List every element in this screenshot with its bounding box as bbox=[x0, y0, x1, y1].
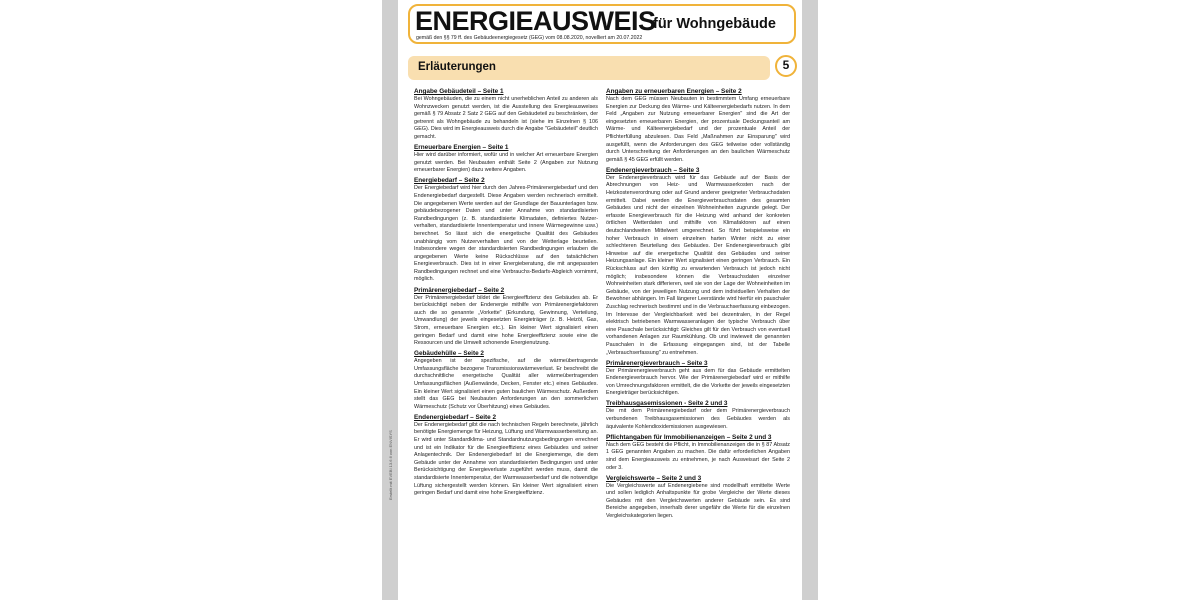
side-imprint: Erstellt mit EVEBI 13.6.6 von ENVISYS bbox=[388, 430, 393, 500]
explanation-text: Der Energiebedarf wird hier durch den Jahres-Primärenergiebedarf und den Endenergiebedarf dargestellt. Diese Angaben werden rechnerisch ermittelt. Die angegebenen Werte werden auf der Grundlage der Bauunterlagen bzw. gebäudebezogener Daten und unter Annahme von standardisierten Randbedingungen (z. B. standardisierte Klimadaten, definiertes Nutzer-verhalten, standardisierte Innentemperatur und innere Wärmegewinne usw.) berechnet. So lässt sich die energetische Qualität des Gebäudes unabhängig vom Nutzerverhalten und von der Wetterlage beurteilen. Insbesondere wegen der standardisierten Randbedingungen erlauben die angegebenen Werte keine Rückschlüsse auf den tatsächlichen Energieverbrauch. Dies ist in einer Energieberatung, die mit angepassten Randbedingungen rechnet und eine Verbrauchs-Bedarfs-Abgleich vornimmt, möglich. bbox=[414, 185, 598, 283]
document-page bbox=[388, 0, 802, 600]
right-page-border bbox=[802, 0, 818, 600]
right-column bbox=[606, 88, 790, 540]
explanation-block bbox=[606, 400, 790, 431]
explanation-heading: Endenergiebedarf – Seite 2 bbox=[414, 413, 497, 421]
explanation-heading: Gebäudehülle – Seite 2 bbox=[414, 350, 484, 358]
explanation-text: Nach dem GEG müssen Neubauten in bestimmtem Umfang erneuerbare Energien zur Deckung des Wärme- und Kälteenergiebedarfs nutzen. In dem Feld „Angaben zur Nutzung erneuerbarer Energien" sind die Art der eingesetzten erneuerbaren Energien, der prozentuale Deckungsanteil am Wärme- und Kälteenergiebedarf und der prozentuale Anteil der Pflichterfüllung abzulesen. Das Feld „Maßnahmen zur Einsparung" wird ausgefüllt, wenn die Anforderungen des GEG teilweise oder vollständig durch Unterschreitung der Anforderungen an den baulichen Wärmeschutz gemäß § 45 GEG erfüllt werden. bbox=[606, 96, 790, 163]
explanation-block bbox=[606, 167, 790, 357]
document-subtitle: für Wohngebäude bbox=[653, 16, 776, 32]
explanation-block bbox=[414, 144, 598, 175]
explanation-text: Hier wird darüber informiert, wofür und in welcher Art erneuerbare Energien genutzt werden. Bei Neubauten enthält Seite 2 (Angaben zur Nutzung erneuerbarer Energien) dazu weitere Angaben. bbox=[414, 152, 598, 174]
explanation-text: Der Endenergiebedarf gibt die nach technischen Regeln berechnete, jährlich benötigte Energiemenge für Heizung, Lüftung und Warmwasserbereitung an. Er wird unter Standardklima- und Standardnutzungsbedingungen errechnet und ist ein Indikator für die Energieeffizienz eines Gebäudes und seiner Anlagentechnik. Der Endenergiebedarf ist die Energiemenge, die dem Gebäude unter der Annahme von standardisierten Bedingungen und unter Berücksichtigung der Energieverluste zugeführt werden muss, damit die standardisierte Innentemperatur, der Warmwasserbedarf und die notwendige Lüftung sichergestellt werden können. Ein kleiner Wert signalisiert einen geringen Bedarf und damit eine hohe Energieeffizienz. bbox=[414, 421, 598, 497]
explanation-text: Angegeben ist der spezifische, auf die wärmeübertragende Umfassungsfläche bezogene Transmissionswärmeverlust. Er beschreibt die durchschnittliche energetische Qualität aller wärmeübertragenden Umfassungsflächen (Außenwände, Decken, Fenster etc.) eines Gebäudes. Ein kleiner Wert signalisiert einen guten baulichen Wärmeschutz. Außerdem stellt das GEG bei Neubauten Anforderungen an den sommerlichen Wärmeschutz (Schutz vor Überhitzung) eines Gebäudes. bbox=[414, 358, 598, 410]
section-header bbox=[408, 56, 770, 80]
explanation-heading: Primärenergiebedarf – Seite 2 bbox=[414, 286, 505, 294]
explanation-block bbox=[606, 434, 790, 472]
explanation-text: Der Primärenergiebedarf bildet die Energieeffizienz des Gebäudes ab. Er berücksichtigt neben der Endenergie mithilfe von Primärenergiefaktoren auch die so genannte „Vorkette" (Erkundung, Gewinnung, Verteilung, Umwandlung) der jeweils eingesetzten Energieträger (z. B. Heizöl, Gas, Strom, erneuerbare Energien etc.). Ein kleiner Wert signalisiert einen geringen Bedarf und damit eine hohe Energieeffizienz sowie eine die Ressourcen und die Umwelt schonende Energienutzung. bbox=[414, 294, 598, 347]
left-column bbox=[414, 88, 598, 540]
explanation-text: Der Primärenergieverbrauch geht aus dem für das Gebäude ermittelten Endenergieverbrauch hervor. Wie der Primärenergiebedarf wird er mithilfe von Umrechnungsfaktoren ermittelt, die die Vorkette der jeweils eingesetzten Energieträger berücksichtigen. bbox=[606, 367, 790, 397]
page-number-badge: 5 bbox=[775, 55, 797, 77]
explanation-block bbox=[414, 177, 598, 284]
explanation-block bbox=[414, 414, 598, 498]
explanation-heading: Endenergieverbrauch – Seite 3 bbox=[606, 166, 700, 174]
explanation-block bbox=[606, 88, 790, 164]
explanation-block bbox=[414, 350, 598, 411]
explanation-block bbox=[414, 88, 598, 142]
explanation-heading: Angaben zu erneuerbaren Energien – Seite 2 bbox=[606, 88, 742, 95]
explanation-heading: Treibhausgasemissionen - Seite 2 und 3 bbox=[606, 400, 728, 408]
explanation-heading: Vergleichswerte – Seite 2 und 3 bbox=[606, 474, 702, 482]
explanation-text: Der Endenergieverbrauch wird für das Gebäude auf der Basis der Abrechnungen von Heiz- und Warmwasserkosten nach der Heizkostenverordnung oder auf Grund anderer geeigneter Verbrauchsdaten ermittelt. Dabei werden die Energieverbrauchsdaten des gesamten Gebäudes und nicht der einzelnen Wohneinheiten zugrunde gelegt. Der erfasste Energieverbrauch für die Heizung wird anhand der konkreten örtlichen Wetterdaten und mithilfe von Klimafaktoren auf einen deutschlandweiten Mittelwert umgerechnet. So führt beispielsweise ein hoher Verbrauch in einem einzelnen harten Winter nicht zu einer schlechteren Beurteilung des Gebäudes. Der Endenergieverbrauch gibt Hinweise auf die energetische Qualität des Gebäudes und seiner Heizungsanlage. Ein kleiner Wert signalisiert einen geringen Verbrauch. Ein Rückschluss auf den künftig zu erwartenden Verbrauch ist jedoch nicht möglich; insbesondere können die Verbrauchsdaten einzelner Wohneinheiten stark differieren, weil sie von der Lage der Wohneinheiten im Gebäude, von der jeweiligen Nutzung und dem individuellen Verhalten der Bewohner abhängen. Im Fall längerer Leerstände wird hierfür ein pauschaler Zuschlag rechnerisch bestimmt und in die Verbrauchserfassung einbezogen. Im Interesse der Vergleichbarkeit wird bei dezentralen, in der Regel elektrisch betriebenen Warmwasseranlagen der typische Verbrauch über eine Pauschale berücksichtigt: Gleiches gilt für den Verbrauch von eventuell vorhandenen Anlagen zur Raumkühlung. Ob und inwieweit die genannten Pauschalen in die Erfassung eingegangen sind, ist der Tabelle „Verbrauchserfassung" zu entnehmen. bbox=[606, 174, 790, 356]
explanation-text: Die Vergleichswerte auf Endenergiebene sind modellhaft ermittelte Werte und sollen lediglich Anhaltspunkte für grobe Vergleiche der Werte dieses Gebäudes mit den Vergleichswerten anderer Gebäude sein. Es sind Bereiche angegeben, innerhalb derer ungefähr die Werte für die einzelnen Vergleichskategorien liegen. bbox=[606, 482, 790, 519]
explanation-text: Die mit dem Primärenergiebedarf oder dem Primärenergieverbrauch verbundenen Treibhausgasemissionen des Gebäudes werden als äquivalente Kohlendioxidemissionen ausgewiesen. bbox=[606, 408, 790, 430]
left-page-border bbox=[382, 0, 398, 600]
explanation-block bbox=[606, 360, 790, 398]
explanation-block bbox=[606, 475, 790, 521]
explanation-text: Nach dem GEG besteht die Pflicht, in Immobilienanzeigen die in § 87 Absatz 1 GEG genannten Angaben zu machen. Die dafür erforderlichen Angaben sind dem Energieausweis zu entnehmen, je nach Ausweisart der Seite 2 oder 3. bbox=[606, 441, 790, 471]
legal-note: gemäß den §§ 79 ff. des Gebäudeenergiegesetz (GEG) vom 08.08.2020, novelliert am 20.07.2022 bbox=[416, 35, 643, 41]
explanation-block bbox=[414, 287, 598, 348]
explanation-heading: Pflichtangaben für Immobilienanzeigen – Seite 2 und 3 bbox=[606, 433, 772, 441]
explanation-text: Bei Wohngebäuden, die zu einem nicht unerheblichen Anteil zu anderen als Wohnzwecken genutzt werden, ist die Ausstellung des Energieausweises gemäß § 79 Absatz 2 Satz 2 GEG auf den Gebäudeteil zu beschränken, der getrennt als Wohngebäude zu behandeln ist (siehe im Einzelnen § 106 GEG). Dies wird im Energieausweis durch die Angabe "Gebäudeteil" deutlich gemacht. bbox=[414, 96, 598, 140]
explanation-heading: Primärenergieverbrauch – Seite 3 bbox=[606, 359, 708, 367]
section-title: Erläuterungen bbox=[418, 61, 496, 73]
explanation-heading: Energiebedarf – Seite 2 bbox=[414, 177, 485, 185]
document-title: ENERGIEAUSWEIS bbox=[415, 6, 656, 36]
explanation-heading: Angabe Gebäudeteil – Seite 1 bbox=[414, 88, 504, 95]
explanation-heading: Erneuerbare Energien – Seite 1 bbox=[414, 144, 509, 152]
document-header bbox=[408, 4, 796, 44]
